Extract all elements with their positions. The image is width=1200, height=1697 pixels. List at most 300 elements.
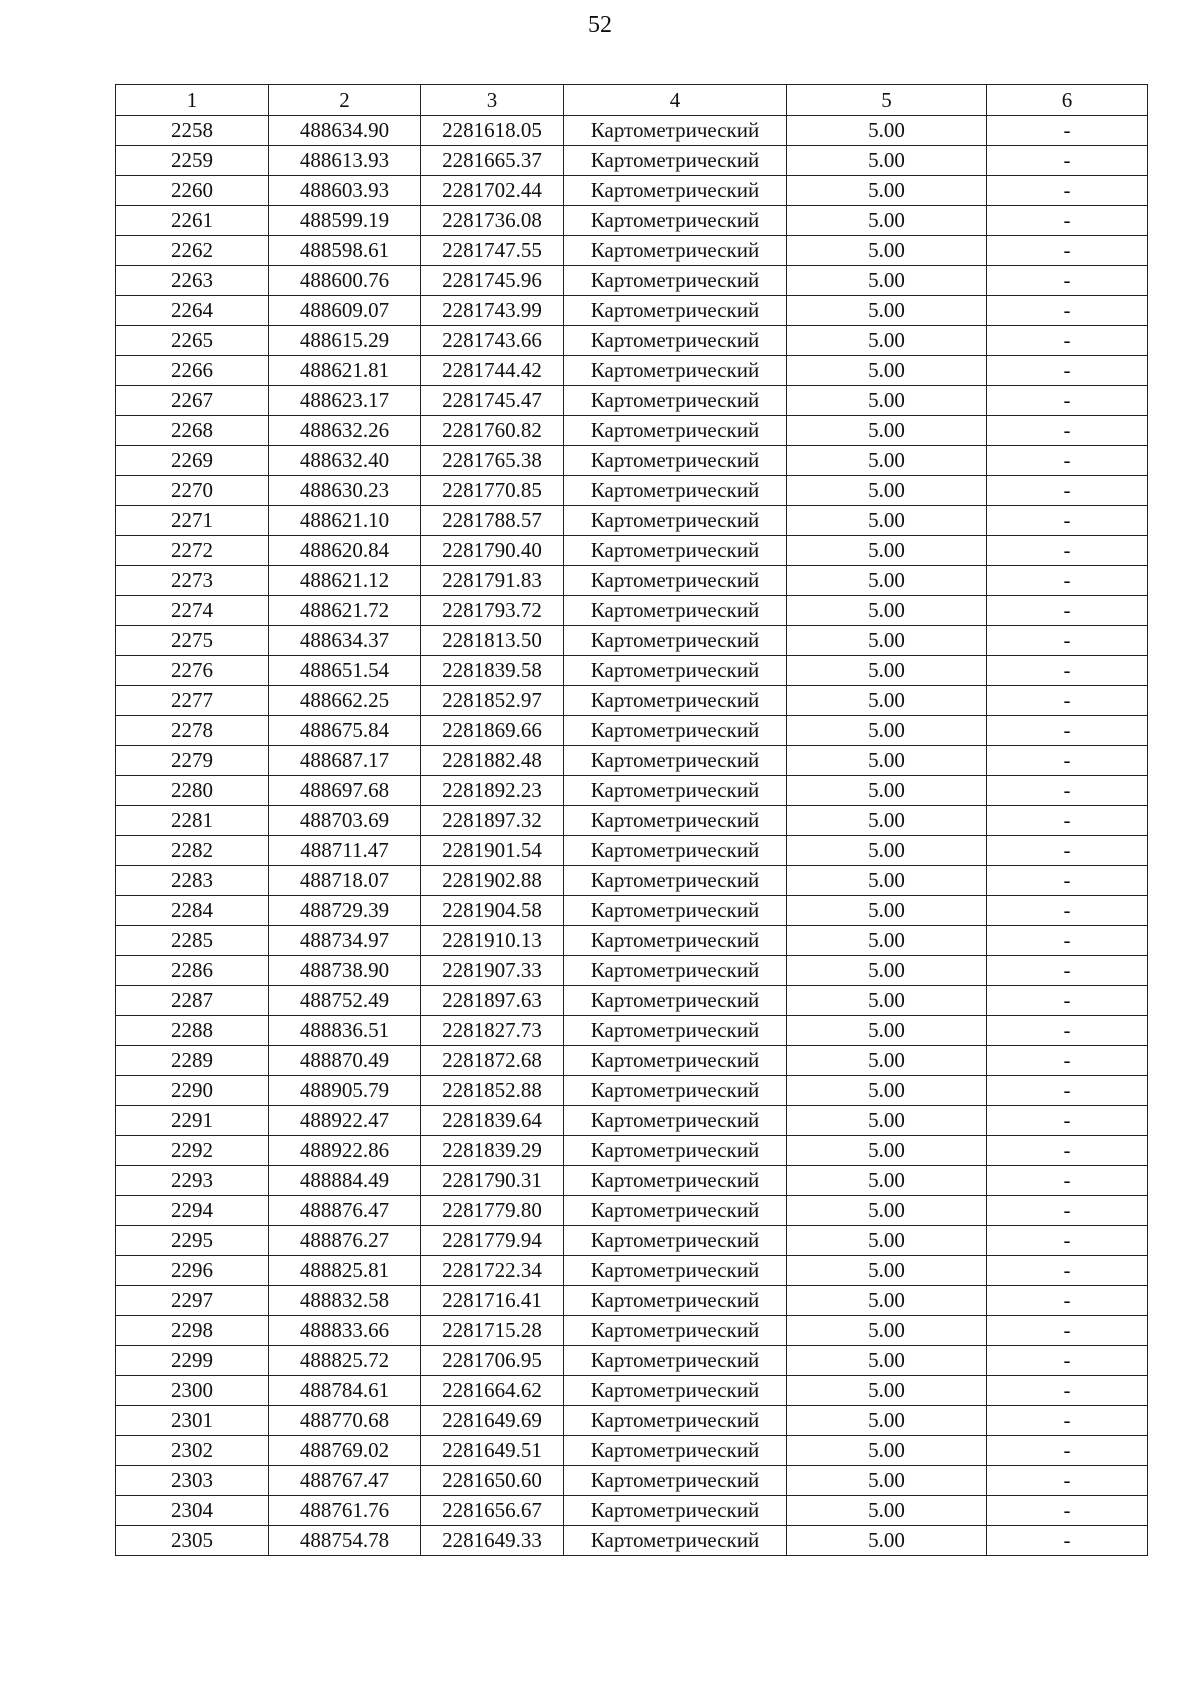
cell-note: - [987, 626, 1148, 656]
cell-method: Картометрический [564, 1286, 787, 1316]
cell-coord-x: 488922.47 [269, 1106, 421, 1136]
cell-coord-y: 2281901.54 [421, 836, 564, 866]
cell-accuracy: 5.00 [787, 716, 987, 746]
cell-accuracy: 5.00 [787, 836, 987, 866]
table-row [116, 206, 1148, 236]
cell-point-number: 2297 [116, 1286, 269, 1316]
cell-coord-x: 488599.19 [269, 206, 421, 236]
cell-accuracy: 5.00 [787, 656, 987, 686]
cell-coord-y: 2281618.05 [421, 116, 564, 146]
cell-coord-y: 2281747.55 [421, 236, 564, 266]
cell-accuracy: 5.00 [787, 176, 987, 206]
cell-coord-x: 488615.29 [269, 326, 421, 356]
cell-note: - [987, 446, 1148, 476]
cell-coord-x: 488634.90 [269, 116, 421, 146]
cell-note: - [987, 176, 1148, 206]
cell-coord-y: 2281897.63 [421, 986, 564, 1016]
cell-coord-y: 2281656.67 [421, 1496, 564, 1526]
cell-method: Картометрический [564, 1316, 787, 1346]
cell-coord-x: 488621.81 [269, 356, 421, 386]
cell-coord-x: 488738.90 [269, 956, 421, 986]
table-row [116, 1076, 1148, 1106]
cell-coord-y: 2281892.23 [421, 776, 564, 806]
cell-accuracy: 5.00 [787, 236, 987, 266]
cell-point-number: 2269 [116, 446, 269, 476]
table-row [116, 1166, 1148, 1196]
cell-accuracy: 5.00 [787, 1196, 987, 1226]
cell-note: - [987, 716, 1148, 746]
cell-coord-x: 488870.49 [269, 1046, 421, 1076]
cell-point-number: 2305 [116, 1526, 269, 1556]
cell-method: Картометрический [564, 866, 787, 896]
cell-coord-y: 2281745.96 [421, 266, 564, 296]
cell-point-number: 2272 [116, 536, 269, 566]
table-row [116, 926, 1148, 956]
cell-point-number: 2262 [116, 236, 269, 266]
cell-method: Картометрический [564, 746, 787, 776]
cell-point-number: 2299 [116, 1346, 269, 1376]
cell-note: - [987, 956, 1148, 986]
cell-point-number: 2304 [116, 1496, 269, 1526]
cell-point-number: 2282 [116, 836, 269, 866]
cell-accuracy: 5.00 [787, 1106, 987, 1136]
cell-method: Картометрический [564, 206, 787, 236]
cell-point-number: 2286 [116, 956, 269, 986]
cell-note: - [987, 866, 1148, 896]
cell-point-number: 2301 [116, 1406, 269, 1436]
cell-coord-y: 2281744.42 [421, 356, 564, 386]
cell-accuracy: 5.00 [787, 146, 987, 176]
cell-accuracy: 5.00 [787, 746, 987, 776]
table-header [116, 85, 1148, 116]
cell-point-number: 2296 [116, 1256, 269, 1286]
cell-point-number: 2285 [116, 926, 269, 956]
table-row [116, 836, 1148, 866]
cell-coord-x: 488609.07 [269, 296, 421, 326]
cell-accuracy: 5.00 [787, 1136, 987, 1166]
cell-method: Картометрический [564, 536, 787, 566]
cell-accuracy: 5.00 [787, 1256, 987, 1286]
cell-note: - [987, 686, 1148, 716]
table-row [116, 896, 1148, 926]
cell-accuracy: 5.00 [787, 1376, 987, 1406]
cell-coord-x: 488734.97 [269, 926, 421, 956]
header-cell-2: 2 [269, 85, 421, 116]
cell-coord-y: 2281665.37 [421, 146, 564, 176]
cell-point-number: 2276 [116, 656, 269, 686]
cell-note: - [987, 416, 1148, 446]
table-row [116, 1526, 1148, 1556]
cell-coord-x: 488833.66 [269, 1316, 421, 1346]
cell-coord-x: 488621.12 [269, 566, 421, 596]
cell-method: Картометрический [564, 716, 787, 746]
cell-method: Картометрический [564, 986, 787, 1016]
cell-coord-y: 2281649.51 [421, 1436, 564, 1466]
page-number: 52 [588, 12, 612, 38]
cell-point-number: 2293 [116, 1166, 269, 1196]
cell-note: - [987, 596, 1148, 626]
cell-coord-y: 2281779.94 [421, 1226, 564, 1256]
table-body [116, 116, 1148, 1556]
cell-method: Картометрический [564, 836, 787, 866]
cell-coord-y: 2281790.31 [421, 1166, 564, 1196]
cell-method: Картометрический [564, 266, 787, 296]
cell-coord-y: 2281649.69 [421, 1406, 564, 1436]
cell-point-number: 2291 [116, 1106, 269, 1136]
table-row [116, 746, 1148, 776]
cell-accuracy: 5.00 [787, 686, 987, 716]
cell-coord-x: 488770.68 [269, 1406, 421, 1436]
cell-method: Картометрический [564, 1136, 787, 1166]
cell-coord-x: 488761.76 [269, 1496, 421, 1526]
table-row [116, 1226, 1148, 1256]
cell-accuracy: 5.00 [787, 356, 987, 386]
cell-accuracy: 5.00 [787, 1286, 987, 1316]
cell-accuracy: 5.00 [787, 1436, 987, 1466]
cell-note: - [987, 536, 1148, 566]
cell-point-number: 2277 [116, 686, 269, 716]
cell-method: Картометрический [564, 806, 787, 836]
cell-coord-y: 2281770.85 [421, 476, 564, 506]
cell-note: - [987, 116, 1148, 146]
cell-coord-x: 488600.76 [269, 266, 421, 296]
cell-coord-x: 488718.07 [269, 866, 421, 896]
cell-accuracy: 5.00 [787, 626, 987, 656]
cell-coord-x: 488623.17 [269, 386, 421, 416]
cell-method: Картометрический [564, 1376, 787, 1406]
cell-note: - [987, 926, 1148, 956]
cell-accuracy: 5.00 [787, 1076, 987, 1106]
cell-coord-y: 2281839.58 [421, 656, 564, 686]
cell-note: - [987, 836, 1148, 866]
cell-point-number: 2284 [116, 896, 269, 926]
cell-note: - [987, 1226, 1148, 1256]
cell-note: - [987, 1196, 1148, 1226]
cell-coord-y: 2281743.66 [421, 326, 564, 356]
cell-coord-y: 2281791.83 [421, 566, 564, 596]
cell-note: - [987, 1046, 1148, 1076]
header-cell-5: 5 [787, 85, 987, 116]
cell-method: Картометрический [564, 1076, 787, 1106]
cell-method: Картометрический [564, 626, 787, 656]
table-row [116, 446, 1148, 476]
cell-accuracy: 5.00 [787, 866, 987, 896]
table-row [116, 1376, 1148, 1406]
cell-point-number: 2267 [116, 386, 269, 416]
table-row [116, 416, 1148, 446]
cell-coord-x: 488825.72 [269, 1346, 421, 1376]
cell-coord-x: 488634.37 [269, 626, 421, 656]
table-row [116, 776, 1148, 806]
cell-accuracy: 5.00 [787, 1526, 987, 1556]
cell-note: - [987, 476, 1148, 506]
cell-coord-x: 488613.93 [269, 146, 421, 176]
cell-accuracy: 5.00 [787, 296, 987, 326]
table-row [116, 566, 1148, 596]
cell-coord-x: 488711.47 [269, 836, 421, 866]
table-row [116, 1256, 1148, 1286]
cell-accuracy: 5.00 [787, 536, 987, 566]
cell-method: Картометрический [564, 776, 787, 806]
cell-method: Картометрический [564, 506, 787, 536]
table-row [116, 356, 1148, 386]
cell-coord-x: 488632.40 [269, 446, 421, 476]
cell-point-number: 2265 [116, 326, 269, 356]
cell-point-number: 2302 [116, 1436, 269, 1466]
cell-point-number: 2287 [116, 986, 269, 1016]
cell-coord-y: 2281790.40 [421, 536, 564, 566]
table-row [116, 956, 1148, 986]
cell-point-number: 2259 [116, 146, 269, 176]
cell-accuracy: 5.00 [787, 776, 987, 806]
table-row [116, 1136, 1148, 1166]
cell-point-number: 2298 [116, 1316, 269, 1346]
cell-point-number: 2289 [116, 1046, 269, 1076]
cell-method: Картометрический [564, 1436, 787, 1466]
cell-coord-x: 488675.84 [269, 716, 421, 746]
cell-method: Картометрический [564, 236, 787, 266]
cell-accuracy: 5.00 [787, 1346, 987, 1376]
cell-method: Картометрический [564, 146, 787, 176]
cell-note: - [987, 296, 1148, 326]
table-row [116, 1316, 1148, 1346]
cell-note: - [987, 806, 1148, 836]
cell-coord-x: 488729.39 [269, 896, 421, 926]
cell-coord-x: 488662.25 [269, 686, 421, 716]
table-row [116, 116, 1148, 146]
cell-coord-y: 2281650.60 [421, 1466, 564, 1496]
cell-method: Картометрический [564, 386, 787, 416]
cell-coord-y: 2281872.68 [421, 1046, 564, 1076]
cell-coord-x: 488603.93 [269, 176, 421, 206]
cell-point-number: 2290 [116, 1076, 269, 1106]
cell-method: Картометрический [564, 926, 787, 956]
table-row [116, 476, 1148, 506]
cell-coord-y: 2281716.41 [421, 1286, 564, 1316]
cell-method: Картометрический [564, 416, 787, 446]
cell-point-number: 2274 [116, 596, 269, 626]
table-row [116, 1046, 1148, 1076]
cell-note: - [987, 1136, 1148, 1166]
table-row [116, 1016, 1148, 1046]
table-row [116, 1466, 1148, 1496]
cell-coord-x: 488784.61 [269, 1376, 421, 1406]
cell-note: - [987, 1256, 1148, 1286]
table-row [116, 1406, 1148, 1436]
cell-note: - [987, 1166, 1148, 1196]
cell-note: - [987, 1496, 1148, 1526]
cell-accuracy: 5.00 [787, 446, 987, 476]
cell-point-number: 2273 [116, 566, 269, 596]
table-row [116, 536, 1148, 566]
cell-method: Картометрический [564, 1346, 787, 1376]
table-row [116, 326, 1148, 356]
cell-coord-y: 2281904.58 [421, 896, 564, 926]
table-row [116, 176, 1148, 206]
header-cell-6: 6 [987, 85, 1148, 116]
cell-coord-x: 488836.51 [269, 1016, 421, 1046]
table-row [116, 266, 1148, 296]
header-cell-4: 4 [564, 85, 787, 116]
cell-coord-x: 488922.86 [269, 1136, 421, 1166]
cell-note: - [987, 266, 1148, 296]
cell-note: - [987, 896, 1148, 926]
cell-method: Картометрический [564, 296, 787, 326]
cell-coord-y: 2281869.66 [421, 716, 564, 746]
cell-note: - [987, 1316, 1148, 1346]
table-row [116, 1496, 1148, 1526]
cell-coord-y: 2281765.38 [421, 446, 564, 476]
cell-coord-y: 2281827.73 [421, 1016, 564, 1046]
cell-method: Картометрический [564, 116, 787, 146]
cell-coord-y: 2281702.44 [421, 176, 564, 206]
cell-method: Картометрический [564, 596, 787, 626]
table-row [116, 146, 1148, 176]
cell-coord-y: 2281760.82 [421, 416, 564, 446]
cell-accuracy: 5.00 [787, 266, 987, 296]
cell-coord-x: 488825.81 [269, 1256, 421, 1286]
cell-coord-y: 2281736.08 [421, 206, 564, 236]
cell-coord-y: 2281649.33 [421, 1526, 564, 1556]
cell-accuracy: 5.00 [787, 1316, 987, 1346]
cell-note: - [987, 656, 1148, 686]
cell-coord-y: 2281793.72 [421, 596, 564, 626]
cell-method: Картометрический [564, 566, 787, 596]
cell-method: Картометрический [564, 446, 787, 476]
cell-method: Картометрический [564, 1016, 787, 1046]
cell-method: Картометрический [564, 1166, 787, 1196]
cell-note: - [987, 1436, 1148, 1466]
cell-point-number: 2295 [116, 1226, 269, 1256]
cell-method: Картометрический [564, 956, 787, 986]
table-row [116, 986, 1148, 1016]
cell-note: - [987, 236, 1148, 266]
table-row [116, 506, 1148, 536]
cell-note: - [987, 1016, 1148, 1046]
cell-method: Картометрический [564, 1226, 787, 1256]
cell-note: - [987, 356, 1148, 386]
cell-note: - [987, 146, 1148, 176]
cell-coord-y: 2281743.99 [421, 296, 564, 326]
cell-coord-y: 2281715.28 [421, 1316, 564, 1346]
cell-note: - [987, 206, 1148, 236]
cell-coord-y: 2281664.62 [421, 1376, 564, 1406]
cell-note: - [987, 746, 1148, 776]
cell-note: - [987, 1286, 1148, 1316]
cell-coord-x: 488697.68 [269, 776, 421, 806]
cell-accuracy: 5.00 [787, 806, 987, 836]
cell-point-number: 2281 [116, 806, 269, 836]
cell-coord-y: 2281706.95 [421, 1346, 564, 1376]
cell-accuracy: 5.00 [787, 1016, 987, 1046]
cell-point-number: 2258 [116, 116, 269, 146]
cell-coord-y: 2281839.64 [421, 1106, 564, 1136]
cell-coord-x: 488621.10 [269, 506, 421, 536]
cell-point-number: 2303 [116, 1466, 269, 1496]
cell-note: - [987, 1106, 1148, 1136]
cell-point-number: 2283 [116, 866, 269, 896]
cell-method: Картометрический [564, 1196, 787, 1226]
cell-note: - [987, 1406, 1148, 1436]
table-row [116, 806, 1148, 836]
cell-coord-x: 488754.78 [269, 1526, 421, 1556]
cell-accuracy: 5.00 [787, 416, 987, 446]
cell-accuracy: 5.00 [787, 566, 987, 596]
cell-note: - [987, 326, 1148, 356]
cell-accuracy: 5.00 [787, 1046, 987, 1076]
cell-accuracy: 5.00 [787, 1166, 987, 1196]
cell-note: - [987, 986, 1148, 1016]
cell-coord-x: 488767.47 [269, 1466, 421, 1496]
cell-note: - [987, 1466, 1148, 1496]
table-row [116, 656, 1148, 686]
cell-point-number: 2275 [116, 626, 269, 656]
table-row [116, 1346, 1148, 1376]
cell-note: - [987, 776, 1148, 806]
cell-accuracy: 5.00 [787, 596, 987, 626]
coordinates-table [115, 84, 1148, 1556]
cell-point-number: 2266 [116, 356, 269, 386]
table-row [116, 686, 1148, 716]
cell-point-number: 2288 [116, 1016, 269, 1046]
table-row [116, 1196, 1148, 1226]
cell-point-number: 2300 [116, 1376, 269, 1406]
cell-note: - [987, 386, 1148, 416]
cell-point-number: 2292 [116, 1136, 269, 1166]
cell-note: - [987, 506, 1148, 536]
table-row [116, 1286, 1148, 1316]
cell-coord-x: 488884.49 [269, 1166, 421, 1196]
cell-method: Картометрический [564, 356, 787, 386]
cell-coord-x: 488703.69 [269, 806, 421, 836]
table-row [116, 866, 1148, 896]
cell-coord-y: 2281897.32 [421, 806, 564, 836]
cell-coord-x: 488752.49 [269, 986, 421, 1016]
table-row [116, 1106, 1148, 1136]
cell-method: Картометрический [564, 1106, 787, 1136]
cell-coord-y: 2281788.57 [421, 506, 564, 536]
cell-coord-y: 2281722.34 [421, 1256, 564, 1286]
cell-point-number: 2279 [116, 746, 269, 776]
cell-method: Картометрический [564, 1256, 787, 1286]
cell-note: - [987, 566, 1148, 596]
cell-point-number: 2263 [116, 266, 269, 296]
cell-point-number: 2271 [116, 506, 269, 536]
header-row [116, 85, 1148, 116]
cell-coord-x: 488621.72 [269, 596, 421, 626]
cell-method: Картометрический [564, 1526, 787, 1556]
cell-accuracy: 5.00 [787, 476, 987, 506]
cell-coord-x: 488876.27 [269, 1226, 421, 1256]
table-row [116, 296, 1148, 326]
cell-accuracy: 5.00 [787, 956, 987, 986]
cell-accuracy: 5.00 [787, 986, 987, 1016]
cell-accuracy: 5.00 [787, 1226, 987, 1256]
cell-note: - [987, 1346, 1148, 1376]
cell-note: - [987, 1526, 1148, 1556]
cell-coord-y: 2281910.13 [421, 926, 564, 956]
cell-coord-y: 2281852.88 [421, 1076, 564, 1106]
table-row [116, 236, 1148, 266]
cell-accuracy: 5.00 [787, 896, 987, 926]
cell-accuracy: 5.00 [787, 926, 987, 956]
cell-coord-x: 488630.23 [269, 476, 421, 506]
table-row [116, 1436, 1148, 1466]
cell-point-number: 2278 [116, 716, 269, 746]
cell-coord-x: 488598.61 [269, 236, 421, 266]
cell-coord-x: 488620.84 [269, 536, 421, 566]
cell-method: Картометрический [564, 1406, 787, 1436]
